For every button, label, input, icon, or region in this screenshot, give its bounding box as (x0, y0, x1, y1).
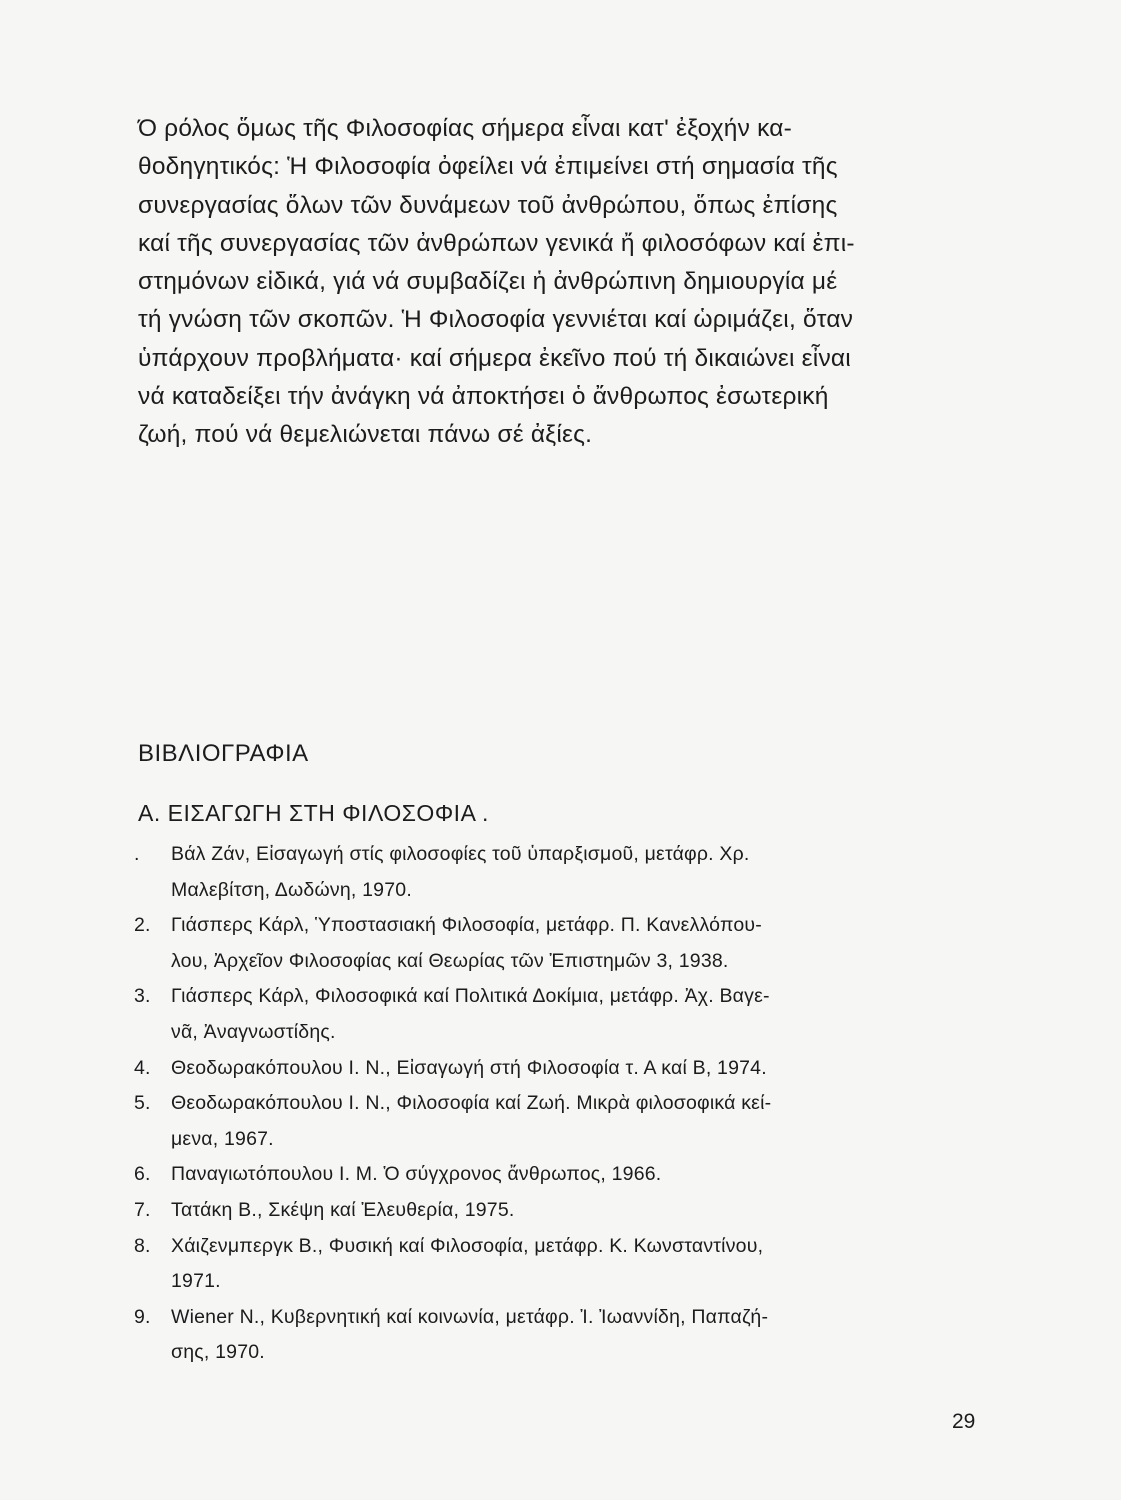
entry-text: Γιάσπερς Κάρλ, Ὑποστασιακή Φιλοσοφία, μετάφρ. Π. Κανελλόπου- (171, 914, 762, 937)
entry-text: Θεοδωρακόπουλου Ι. Ν., Φιλοσοφία καί Ζωή. Μικρὰ φιλοσοφικά κεί- (171, 1092, 772, 1115)
paragraph-line: θοδηγητικός: Ἡ Φιλοσοφία ὀφείλει νά ἐπιμείνει στή σημασία τῆς (138, 153, 838, 181)
page-number: 29 (952, 1410, 976, 1433)
entry-number: 5. (134, 1092, 151, 1115)
bibliography-entry (134, 1157, 984, 1193)
paragraph-line: στημόνων εἰδικά, γιά νά συμβαδίζει ἡ ἀνθρώπινη δημιουργία μέ (138, 268, 838, 296)
body-paragraph (138, 110, 978, 455)
entry-number: 8. (134, 1234, 151, 1257)
entry-number: 6. (134, 1163, 151, 1186)
bibliography-heading: ΒΙΒΛΙΟΓΡΑΦΙΑ (138, 740, 309, 767)
entry-text: Χάιζενμπεργκ Β., Φυσική καί Φιλοσοφία, μετάφρ. Κ. Κωνσταντίνου, (171, 1234, 764, 1257)
bibliography-section-title: Α. ΕΙΣΑΓΩΓΗ ΣΤΗ ΦΙΛΟΣΟΦΙΑ . (138, 800, 489, 826)
entry-number: . (134, 843, 140, 865)
bibliography-entry (134, 837, 984, 908)
bibliography-entry (134, 1051, 984, 1087)
paragraph-line: καί τῆς συνεργασίας τῶν ἀνθρώπων γενικά ἤ φιλοσόφων καί ἐπι- (138, 229, 855, 257)
entry-text: Θεοδωρακόπουλου Ι. Ν., Εἰσαγωγή στή Φιλοσοφία τ. Α καί Β, 1974. (171, 1056, 767, 1079)
bibliography-entry (134, 979, 984, 1050)
paragraph-line: Ό ρόλος ὅμως τῆς Φιλοσοφίας σήμερα εἶναι κατ' ἐξοχήν κα- (138, 115, 792, 142)
entry-text: μενα, 1967. (171, 1127, 274, 1150)
bibliography-entry (134, 1193, 984, 1229)
entry-text: Παναγιωτόπουλου Ι. Μ. Ὁ σύγχρονος ἄνθρωπος, 1966. (171, 1163, 662, 1186)
entry-text: Τατάκη Β., Σκέψη καί Ἐλευθερία, 1975. (171, 1198, 515, 1221)
paragraph-line: ζωή, πού νά θεμελιώνεται πάνω σέ ἀξίες. (138, 421, 593, 449)
entry-text: Μαλεβίτση, Δωδώνη, 1970. (171, 878, 412, 901)
entry-text: Wiener N., Κυβερνητική καί κοινωνία, μετάφρ. Ἰ. Ἰωαννίδη, Παπαζή- (171, 1305, 769, 1328)
bibliography-list (134, 837, 984, 1371)
paragraph-line: συνεργασίας ὅλων τῶν δυνάμεων τοῦ ἀνθρώπου, ὅπως ἐπίσης (138, 191, 838, 219)
bibliography-entry (134, 1229, 984, 1300)
entry-text: σης, 1970. (171, 1341, 265, 1364)
entry-number: 3. (134, 985, 151, 1008)
paragraph-line: νά καταδείξει τήν ἀνάγκη νά ἀποκτήσει ὁ ἄνθρωπος ἐσωτερική (138, 383, 829, 411)
entry-text: Βάλ Ζάν, Εἰσαγωγή στίς φιλοσοφίες τοῦ ὑπαρξισμοῦ, μετάφρ. Χρ. (171, 843, 750, 865)
entry-number: 4. (134, 1056, 151, 1079)
entry-number: 2. (134, 914, 151, 937)
bibliography-entry (134, 908, 984, 979)
paragraph-line: τή γνώση τῶν σκοπῶν. Ἡ Φιλοσοφία γεννιέται καί ὡριμάζει, ὅταν (138, 306, 854, 334)
entry-number: 9. (134, 1305, 151, 1328)
bibliography-entry (134, 1300, 984, 1371)
entry-text: λου, Ἀρχεῖον Φιλοσοφίας καί Θεωρίας τῶν Ἐπιστημῶν 3, 1938. (171, 949, 729, 972)
paragraph-line: ὑπάρχουν προβλήματα· καί σήμερα ἐκεῖνο πού τή δικαιώνει εἶναι (138, 344, 851, 372)
bibliography-entry (134, 1086, 984, 1157)
entry-text: νᾶ, Ἀναγνωστίδης. (171, 1020, 336, 1043)
entry-text: Γιάσπερς Κάρλ, Φιλοσοφικά καί Πολιτικά Δοκίμια, μετάφρ. Ἀχ. Βαγε- (171, 985, 770, 1008)
entry-number: 7. (134, 1198, 151, 1221)
entry-text: 1971. (171, 1270, 221, 1293)
